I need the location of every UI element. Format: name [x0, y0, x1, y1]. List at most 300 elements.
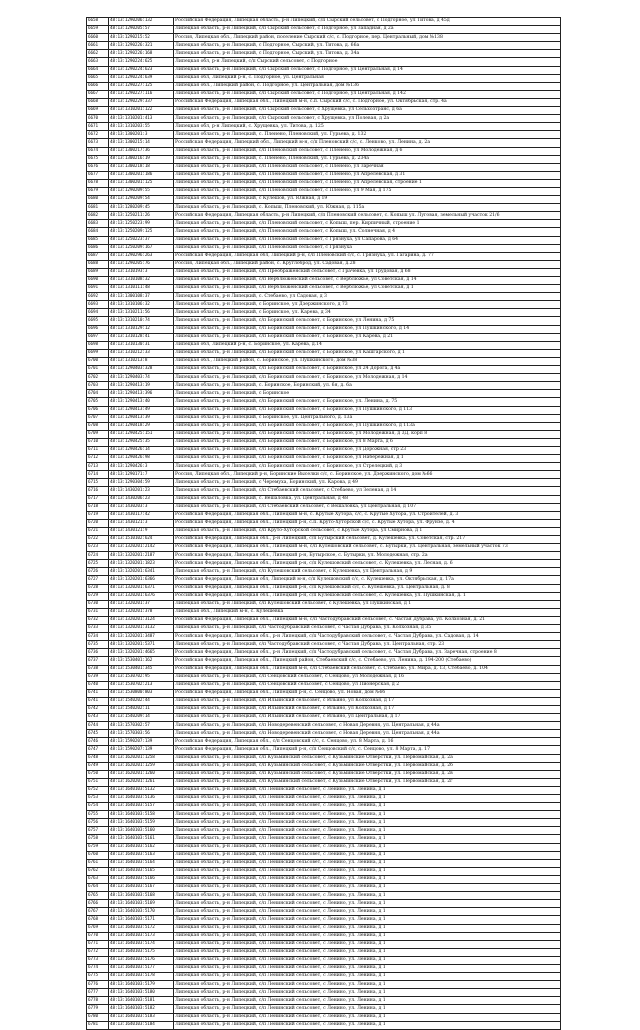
cadastral-number-cell: 48:13:1290209:54: [109, 196, 174, 204]
row-number-cell: 6721: [87, 527, 109, 535]
row-number-cell: 6726: [87, 568, 109, 576]
row-number-cell: 6667: [87, 90, 109, 98]
address-cell: Липецкая область, р-н Липецкий, с/п Сырский сельсовет, с Подгорное, ул Западная, д 2а: [174, 26, 561, 34]
cadastral-number-cell: 48:13:1320201:6341: [109, 568, 174, 576]
address-cell: Липецкая область, р-н Липецкий, с/п Сырский сельсовет, с Подгорное, ул Центральная, д 14: [174, 66, 561, 74]
row-number-cell: 6691: [87, 285, 109, 293]
cadastral-number-cell: 48:13:1320201:37: [109, 600, 174, 608]
table-row: [87, 997, 561, 1005]
address-cell: Липецкая обл., Липецкий район, с. Подгорное, ул. Центральная, дом №136: [174, 82, 561, 90]
address-cell: Липецкая область, р-н Липецкий, с/п Кулешовский сельсовет, с Кулешевка, ул Пушкинская, д 1: [174, 600, 561, 608]
address-cell: Российская Федерация, Липецкая обл, Липецкий м-н, с/п Кулешовский с/с, с. Кулешевка, ул. Октябрьская, д. 17а: [174, 576, 561, 584]
table-row: [87, 147, 561, 155]
address-cell: Липецкая область, р-н Липецкий, с/п Ильинский сельсовет, с Ильино, ул Колхозная, д 17: [174, 705, 561, 713]
table-row: [87, 932, 561, 940]
address-cell: Липецкая область, р-н Липецкий, с/п Ленинский сельсовет, с Ленино, ул. Ленина, д 1: [174, 835, 561, 843]
table-row: [87, 220, 561, 228]
cadastral-number-cell: 48:13:1640103:5160: [109, 827, 174, 835]
address-cell: Липецкая область, р-н Липецкий, с/п Ленинский сельсовет, с Ленино, ул. Ленина, д 1: [174, 924, 561, 932]
address-cell: Липецкая область, р-н Липецкий, с/п Ленинский сельсовет, с Ленино, ул. Ленина, д 1: [174, 884, 561, 892]
cadastral-number-cell: 48:13:1620201:1260: [109, 770, 174, 778]
cadastral-number-cell: 48:13:1640103:5165: [109, 867, 174, 875]
table-row: [87, 859, 561, 867]
row-number-cell: 6675: [87, 155, 109, 163]
row-number-cell: 6693: [87, 301, 109, 309]
table-row: [87, 204, 561, 212]
row-number-cell: 6766: [87, 900, 109, 908]
table-row: [87, 608, 561, 616]
address-cell: Липецкая область, р-н Липецкий, с/п Кузьминский сельсовет, с Кузьминские Отверстки, ул. Первомайская, д. 2б: [174, 762, 561, 770]
address-cell: Российская Федерация, Липецкая обл., Липецкий м-н, с/п Частодубравский сельсовет, с. Частая Дубрава, ул. Колхозная, д. 21: [174, 616, 561, 624]
row-number-cell: 6768: [87, 916, 109, 924]
table-row: [87, 471, 561, 479]
address-cell: Липецкая область, р-н Липецкий, с. Пленено, Пленовский, ул. Гурьева, д. 234а: [174, 155, 561, 163]
row-number-cell: 6671: [87, 123, 109, 131]
row-number-cell: 6735: [87, 641, 109, 649]
table-row: [87, 803, 561, 811]
cadastral-number-cell: 48:13:1640103:5164: [109, 859, 174, 867]
cadastral-number-cell: 48:13:1290304:59: [109, 479, 174, 487]
row-number-cell: 6705: [87, 398, 109, 406]
address-cell: Липецкая область, р-н Липецкий, с Боринское, ул. Карева, д 34: [174, 309, 561, 317]
table-row: [87, 511, 561, 519]
table-row: [87, 1021, 561, 1029]
address-cell: Липецкая область, р-н Липецкий, с/п Частодубравский сельсовет, с Частая Дубрава, ул. Центральная, стр. 23: [174, 641, 561, 649]
table-row: [87, 908, 561, 916]
row-number-cell: 6776: [87, 981, 109, 989]
row-number-cell: 6744: [87, 722, 109, 730]
row-number-cell: 6707: [87, 414, 109, 422]
table-row: [87, 657, 561, 665]
address-cell: Липецкая обл., Липецкий район, с. Боринское, ул. Пушкинского, дом №38: [174, 357, 561, 365]
cadastral-number-cell: 48:13:1530702:95: [109, 673, 174, 681]
table-row: [87, 843, 561, 851]
row-number-cell: 6777: [87, 989, 109, 997]
table-row: [87, 366, 561, 374]
row-number-cell: 6747: [87, 746, 109, 754]
row-number-cell: 6752: [87, 786, 109, 794]
cadastral-number-cell: 48:13:1640103:5136: [109, 795, 174, 803]
address-cell: Липецкая обл, Липецкий р-н, с. Подгорное, ул. Центральная: [174, 74, 561, 82]
table-row: [87, 487, 561, 495]
cadastral-number-cell: 48:13:1250211:26: [109, 212, 174, 220]
table-row: [87, 430, 561, 438]
cadastral-number-cell: 48:13:1640103:5171: [109, 916, 174, 924]
row-number-cell: 6688: [87, 260, 109, 268]
address-cell: Липецкая область, р-н Липецкий, с/п Ильинский сельсовет, с Ильино, ул Центральная, д 17: [174, 714, 561, 722]
cadastral-number-cell: 48:13:1290224:625: [109, 58, 174, 66]
row-number-cell: 6665: [87, 74, 109, 82]
address-cell: Липецкая область, р-н Липецкий, с/п Сырский сельсовет, с Хрущевка, ул Сельхозтранс, д 6а: [174, 107, 561, 115]
row-number-cell: 6780: [87, 1013, 109, 1021]
row-number-cell: 6716: [87, 487, 109, 495]
table-row: [87, 34, 561, 42]
row-number-cell: 6717: [87, 495, 109, 503]
row-number-cell: 6700: [87, 357, 109, 365]
address-cell: Липецкая область, р-н Липецкий, с/п Ленинский сельсовет, с Ленино, ул. Ленина, д 1: [174, 932, 561, 940]
row-number-cell: 6751: [87, 778, 109, 786]
address-cell: Липецкая область, р-н Липецкий, с/п Круто-Хуторской сельсовет, с Крутые Хутора, ул Смирнова, д 1: [174, 527, 561, 535]
address-cell: Липецкая область, р-н Липецкий, с/п Ленинский сельсовет, с Ленино, ул. Ленина, д 1: [174, 1021, 561, 1029]
address-cell: Липецкая область, р-н Липецкий, с Боринское, ул Дзержинского, д 73: [174, 301, 561, 309]
row-number-cell: 6720: [87, 519, 109, 527]
table-row: [87, 422, 561, 430]
address-cell: Липецкая область, р-н Липецкий, с/п Ленинский сельсовет, с Ленино, ул. Ленина, д 1: [174, 948, 561, 956]
table-row: [87, 163, 561, 171]
cadastral-number-cell: 48:13:1640103:5162: [109, 843, 174, 851]
cadastral-number-cell: 48:13:1640103:5176: [109, 956, 174, 964]
cadastral-number-cell: 48:13:1640103:5184: [109, 1021, 174, 1029]
row-number-cell: 6754: [87, 803, 109, 811]
cadastral-number-cell: 48:13:1430121:3: [109, 519, 174, 527]
table-row: [87, 357, 561, 365]
row-number-cell: 6694: [87, 309, 109, 317]
cadastral-number-cell: 48:13:1320201:3132: [109, 625, 174, 633]
cadastral-number-cell: 48:13:1640103:5183: [109, 1013, 174, 1021]
row-number-cell: 6741: [87, 697, 109, 705]
cadastral-number-cell: 48:13:1590207:139: [109, 746, 174, 754]
address-cell: Российская Федерация, Липецкий обл., Липецкий м-н, с/п Пленовский с/с, с. Ленково, ул. Ленина, д. 2а: [174, 139, 561, 147]
cadastral-number-cell: 48:13:1310201:413: [109, 115, 174, 123]
cadastral-number-cell: 48:13:1310108:32: [109, 277, 174, 285]
table-row: [87, 18, 561, 26]
cadastral-number-cell: 48:13:1570302:57: [109, 722, 174, 730]
cadastral-number-cell: 48:13:1570303:56: [109, 730, 174, 738]
row-number-cell: 6758: [87, 835, 109, 843]
row-number-cell: 6658: [87, 18, 109, 26]
cadastral-number-cell: 48:13:1310211:56: [109, 309, 174, 317]
address-cell: Липецкая область, р-н Липецкий, с/п Ленинский сельсовет, с Ленино, ул. Ленина, д 1: [174, 1005, 561, 1013]
row-number-cell: 6750: [87, 770, 109, 778]
cadastral-number-cell: 48:13:1310212:33: [109, 349, 174, 357]
address-cell: Липецкая область, р-н Липецкий, с/п Ленинский сельсовет, с Ленино, ул. Ленина, д 1: [174, 973, 561, 981]
table-row: [87, 66, 561, 74]
row-number-cell: 6746: [87, 738, 109, 746]
table-row: [87, 26, 561, 34]
row-number-cell: 6684: [87, 228, 109, 236]
cadastral-number-cell: 48:13:1250209:125: [109, 228, 174, 236]
table-row: [87, 633, 561, 641]
cadastral-number-cell: 48:13:1290413:39: [109, 414, 174, 422]
row-number-cell: 6772: [87, 948, 109, 956]
table-row: [87, 778, 561, 786]
table-row: [87, 382, 561, 390]
row-number-cell: 6753: [87, 795, 109, 803]
address-cell: Липецкая область, р-н Липецкий, с/п Ленинский сельсовет, с Ленино, ул. Ленина, д 1: [174, 997, 561, 1005]
address-cell: Липецкая область, р-н Липецкий, с/п Кулешовский сельсовет, с Кулешевка, ул Центральная, д 9: [174, 568, 561, 576]
cadastral-number-cell: 48:13:1320201:5371: [109, 641, 174, 649]
row-number-cell: 6692: [87, 293, 109, 301]
table-row: [87, 576, 561, 584]
address-cell: Липецкая область, р-н Липецкий, с. Вешаловка, ул. Центральная, д 48: [174, 495, 561, 503]
cadastral-number-cell: 48:13:1530401:162: [109, 657, 174, 665]
row-number-cell: 6666: [87, 82, 109, 90]
table-row: [87, 82, 561, 90]
table-row: [87, 90, 561, 98]
cadastral-number-cell: 48:13:1640103:5177: [109, 964, 174, 972]
cadastral-number-cell: 48:13:1290205:57: [109, 26, 174, 34]
row-number-cell: 6722: [87, 536, 109, 544]
cadastral-number-cell: 48:13:1310111:48: [109, 285, 174, 293]
row-number-cell: 6687: [87, 252, 109, 260]
cadastral-number-cell: 48:13:1530401:345: [109, 665, 174, 673]
row-number-cell: 6764: [87, 884, 109, 892]
cadastral-number-cell: 48:13:1640103:5159: [109, 819, 174, 827]
address-cell: Липецкая область, р-н Липецкий, с/п Кузьминский сельсовет, с Кузьминские Отверстки, ул. Первомайская, д. 2в: [174, 770, 561, 778]
table-row: [87, 503, 561, 511]
address-cell: Липецкая область, р-н Липецкий, с/п Кузьминский сельсовет, с Кузьминские Отверстки, ул. Первомайская, д. 2а: [174, 754, 561, 762]
cadastral-number-cell: 48:13:1640103:5179: [109, 981, 174, 989]
address-cell: Липецкая область, р-н Липецкий, с/п Пленовский сельсовет, с Копыш, пер. Кирпичный, строение 1: [174, 220, 561, 228]
cadastral-number-cell: 48:13:1640103:5169: [109, 900, 174, 908]
address-cell: Липецкая область, р-н Липецкий, с/п Боринский сельсовет, с Боринское, ул 8 Марта, д 6: [174, 438, 561, 446]
address-cell: Липецкая область, р-н Липецкий, с/п Стебаевский сельсовет, с Вешаловка, ул Центральная, д 107: [174, 503, 561, 511]
address-cell: Липецкая область, р-н Липецкий, с Кулешов, ул. Южная, д 19: [174, 196, 561, 204]
address-cell: Липецкая область, р-н Липецкий, с/п Боринский сельсовет, с Боринское, ул Карева, д 21: [174, 333, 561, 341]
cadastral-number-cell: 48:13:1290403:74: [109, 374, 174, 382]
cadastral-number-cell: 48:13:1640103:5170: [109, 908, 174, 916]
row-number-cell: 6745: [87, 730, 109, 738]
row-number-cell: 6690: [87, 277, 109, 285]
table-row: [87, 139, 561, 147]
address-cell: Липецкая область, р-н Липецкий, с/п Боринский сельсовет, с Боринское, ул 24 Дорога, д 4а: [174, 366, 561, 374]
cadastral-number-cell: 48:13:1300217:36: [109, 147, 174, 155]
address-cell: Липецкая область, р-н Липецкий, с/п Сырский сельсовет, с Хрущевка, ул Полевая, д 2а: [174, 115, 561, 123]
address-cell: Российская Федерация, Липецкая область, р-н Липецкий, с/п Сырский сельсовет, с Подгорное, ул Титова, д 45д: [174, 18, 561, 26]
address-cell: Липецкая область, р-н Липецкий, с/п Новодеревенский сельсовет, с Новая Деревня, ул. Центральная, д 44а: [174, 730, 561, 738]
row-number-cell: 6781: [87, 1021, 109, 1029]
table-row: [87, 277, 561, 285]
cadastral-number-cell: 48:13:1290425:35: [109, 438, 174, 446]
cadastral-number-cell: 48:13:1310128:41: [109, 333, 174, 341]
address-cell: Липецкая область, р-н Липецкий, с/п Сенцовский сельсовет, с Сенцово, ул Молодежная, д 16: [174, 673, 561, 681]
table-row: [87, 519, 561, 527]
row-number-cell: 6761: [87, 859, 109, 867]
address-cell: Липецкая область, р-н Липецкий, с/п Боринский сельсовет, с Боринское, ул Кашгарского, д 1: [174, 349, 561, 357]
address-cell: Липецкая область, р-н Липецкий, с/п Боринский сельсовет, с Боринское, ул Пушкинского, д 113: [174, 406, 561, 414]
address-cell: Российская Федерация, Липецкая обл., Липецкий м-н, с. Крутые Хутора, с/с, с. Крутые Хутора, ул. Строителей, д. 3: [174, 511, 561, 519]
row-number-cell: 6734: [87, 633, 109, 641]
table-row: [87, 867, 561, 875]
row-number-cell: 6749: [87, 762, 109, 770]
cadastral-number-cell: 48:13:1300218:18: [109, 163, 174, 171]
table-row: [87, 390, 561, 398]
address-cell: Российская Федерация, Липецкая обл., Липецкий р-н, с/п Кулешовский с/с, с. Кулешевка, ул. Центральная, д. 8: [174, 584, 561, 592]
row-number-cell: 6732: [87, 616, 109, 624]
row-number-cell: 6685: [87, 236, 109, 244]
address-cell: Липецкая область, р-н Липецкий, с/п Ильинский сельсовет, с Ильино, ул Колхозная, д 17: [174, 697, 561, 705]
cadastral-number-cell: 48:13:1310106:32: [109, 301, 174, 309]
cadastral-number-cell: 48:13:1430201:23: [109, 487, 174, 495]
table-row: [87, 568, 561, 576]
cadastral-number-cell: 48:13:1250209:167: [109, 244, 174, 252]
row-number-cell: 6683: [87, 220, 109, 228]
cadastral-number-cell: 48:13:1620201:1259: [109, 762, 174, 770]
row-number-cell: 6739: [87, 673, 109, 681]
table-row: [87, 536, 561, 544]
table-row: [87, 212, 561, 220]
cadastral-number-cell: 48:13:1640103:5161: [109, 835, 174, 843]
cadastral-number-cell: 48:13:1430206:23: [109, 495, 174, 503]
table-row: [87, 309, 561, 317]
address-cell: Липецкая область, р-н Липецкий, с/п Ленинский сельсовет, с Ленино, ул. Ленина, д 1: [174, 851, 561, 859]
table-row: [87, 795, 561, 803]
address-cell: Липецкая область, р-н Липецкий, с/п Новодеревенский сельсовет, с Новая Деревня, ул. Центральная, д 44а: [174, 722, 561, 730]
cadastral-number-cell: 48:13:1320201:6376: [109, 592, 174, 600]
table-row: [87, 584, 561, 592]
cadastral-number-cell: 48:13:1300216:19: [109, 155, 174, 163]
address-cell: Липецкая область, р-н Липецкий, с/п Ленинский сельсовет, с Ленино, ул. Ленина, д 1: [174, 940, 561, 948]
cadastral-number-cell: 48:13:1310210:74: [109, 317, 174, 325]
row-number-cell: 6773: [87, 956, 109, 964]
address-cell: Липецкая обл, Липецкий р-н, с. Боринское, ул. Карева, д.14: [174, 341, 561, 349]
row-number-cell: 6664: [87, 66, 109, 74]
cadastral-number-cell: 48:13:1590207:139: [109, 738, 174, 746]
address-cell: Липецкая область, р-н Липецкий, с/п Пленовский сельсовет, с Копыш, ул. Солнечная, д 4: [174, 228, 561, 236]
table-row: [87, 641, 561, 649]
cadastral-number-cell: 48:13:1290226:321: [109, 42, 174, 50]
table-row: [87, 697, 561, 705]
row-number-cell: 6703: [87, 382, 109, 390]
row-number-cell: 6679: [87, 187, 109, 195]
table-row: [87, 625, 561, 633]
table-row: [87, 924, 561, 932]
cadastral-number-cell: 48:13:1320201:4665: [109, 649, 174, 657]
table-row: [87, 956, 561, 964]
table-row: [87, 964, 561, 972]
row-number-cell: 6765: [87, 892, 109, 900]
row-number-cell: 6670: [87, 115, 109, 123]
address-cell: Липецкая область, р-н Липецкий, с/п Пленовский сельсовет, с Грязнуха, ул Сапарова, д 64: [174, 236, 561, 244]
row-number-cell: 6778: [87, 997, 109, 1005]
cadastral-number-cell: 48:13:1320201:378: [109, 608, 174, 616]
row-number-cell: 6736: [87, 649, 109, 657]
cadastral-number-cell: 48:13:1300215:14: [109, 139, 174, 147]
cadastral-number-cell: 48:13:1320201:2187: [109, 552, 174, 560]
row-number-cell: 6706: [87, 406, 109, 414]
row-number-cell: 6723: [87, 544, 109, 552]
row-number-cell: 6731: [87, 608, 109, 616]
document-sheet: [86, 17, 560, 1030]
table-row: [87, 187, 561, 195]
address-cell: Российская Федерация, Липецкая обл., Липецкий р-н, с.п. Круто-Хуторской с/с, с. Крутые Хутора, ул. Фрунзе, д. 4: [174, 519, 561, 527]
cadastral-number-cell: 48:13:1290215:52: [109, 34, 174, 42]
cadastral-number-cell: 48:13:1290413:19: [109, 382, 174, 390]
address-cell: Липецкая область, р-н Липецкий, с/п Ленинский сельсовет, с Ленино, ул. Ленина, д 1: [174, 916, 561, 924]
address-cell: Липецкая обл, р-н Липецкий, с. Хрущевка, ул. Титова, д. 125: [174, 123, 561, 131]
address-cell: Липецкая область, р-н Липецкий, с/п Ленинский сельсовет, с Ленино, ул. Ленина, д 1: [174, 964, 561, 972]
address-cell: Липецкая область, р-н Липецкий, с/п Ленинский сельсовет, с Ленино, ул. Ленина, д 1: [174, 900, 561, 908]
address-cell: Российская Федерация, Липецкая обл., р-н Липецкий, с/п Частодубравский сельсовет, с. Частая Дубрава, ул. Заречная, строение 8: [174, 649, 561, 657]
cadastral-number-cell: 48:13:1320201:2142: [109, 544, 174, 552]
address-cell: Российская Федерация, Липецкая обл., Липецкий р-н, с/п Кулешовский сельсовет, с. Кулешевка, ул. Пушкинская, д. 1: [174, 592, 561, 600]
table-row: [87, 268, 561, 276]
cadastral-number-cell: 48:13:1640103:5180: [109, 989, 174, 997]
row-number-cell: 6661: [87, 42, 109, 50]
table-row: [87, 414, 561, 422]
row-number-cell: 6729: [87, 592, 109, 600]
row-number-cell: 6708: [87, 422, 109, 430]
cadastral-number-cell: 48:13:1300201:125: [109, 179, 174, 187]
row-number-cell: 6682: [87, 212, 109, 220]
table-row: [87, 900, 561, 908]
table-row: [87, 398, 561, 406]
cadastral-number-cell: 48:13:1310129:12: [109, 325, 174, 333]
address-cell: Липецкая область, р-н Липецкий, с. Боринское, Боринский, ул. 6я, д. 6а: [174, 382, 561, 390]
row-number-cell: 6733: [87, 625, 109, 633]
row-number-cell: 6740: [87, 681, 109, 689]
address-cell: Липецкая область, р-н Липецкий, с/п Ленинский сельсовет, с Ленино, ул. Ленина, д 1: [174, 811, 561, 819]
table-row: [87, 349, 561, 357]
cadastral-number-cell: 48:13:1430121:9: [109, 527, 174, 535]
address-cell: Липецкая область, р-н Липецкий, с/п Ленинский сельсовет, с Ленино, ул. Ленина, д 1: [174, 867, 561, 875]
table-row: [87, 722, 561, 730]
table-row: [87, 673, 561, 681]
cadastral-number-cell: 48:13:1640103:5132: [109, 786, 174, 794]
table-row: [87, 811, 561, 819]
row-number-cell: 6728: [87, 584, 109, 592]
cadastral-number-cell: 48:13:1540202:11: [109, 705, 174, 713]
row-number-cell: 6741: [87, 689, 109, 697]
address-cell: Россия, Липецкая обл., Липецкий район, с. Круглоброд, ул. Садовая, д.28: [174, 260, 561, 268]
address-cell: Липецкая область, р-н Липецкий, с/п Кузьминский сельсовет, с Кузьминские Отверстки, ул. Первомайская, д. 2г: [174, 778, 561, 786]
row-number-cell: 6699: [87, 349, 109, 357]
address-cell: Российская Федерация, Липецкая обл., Липецкий район, Стебаевский с/с, с. Стебаево, ул. Ленина, д. 194-200 (Стебаево): [174, 657, 561, 665]
table-row: [87, 649, 561, 657]
address-cell: Липецкая область, р-н Липецкий, с Подгорное, Сырский, ул. Титова, д. 66а: [174, 42, 561, 50]
row-number-cell: 6669: [87, 107, 109, 115]
address-cell: Липецкая область, р-н Липецкий, с/п Пленовский сельсовет, с Пленено, ул 9 Мая, д 175: [174, 187, 561, 195]
address-cell: Российская Федерация, Липецкая обл., Липецкий м-н, с/п Кулешовский сельсовет, с. Бутырки, ул. Центральная, земельный участок 73: [174, 544, 561, 552]
address-cell: Липецкая область, р-н Липецкий, с/п Ленинский сельсовет, с Ленино, ул. Ленина, д 1: [174, 1013, 561, 1021]
table-row: [87, 884, 561, 892]
address-cell: Липецкая область, р-н Липецкий, с. Пленено, Пленовский, ул. Гурьева, д. 132: [174, 131, 561, 139]
row-number-cell: 6771: [87, 940, 109, 948]
table-row: [87, 1013, 561, 1021]
cadastral-number-cell: 48:13:1290226:168: [109, 50, 174, 58]
address-cell: Липецкая область, р-н Липецкий, с Подгорное, Сырский, ул. Титова, д. 34а: [174, 50, 561, 58]
cadastral-number-cell: 48:13:1620201:1258: [109, 754, 174, 762]
row-number-cell: 6742: [87, 705, 109, 713]
row-number-cell: 6759: [87, 843, 109, 851]
table-row: [87, 317, 561, 325]
row-number-cell: 6673: [87, 139, 109, 147]
table-row: [87, 301, 561, 309]
table-row: [87, 527, 561, 535]
address-cell: Липецкая область, р-н Липецкий, с/п Ленинский сельсовет, с Ленино, ул. Ленина, д 1: [174, 795, 561, 803]
row-number-cell: 6704: [87, 390, 109, 398]
cadastral-number-cell: 48:13:1640103:5178: [109, 973, 174, 981]
row-number-cell: 6674: [87, 147, 109, 155]
address-cell: Липецкая область, р-н Липецкий, с/п Боринский сельсовет, с Боринское, ул Набережная, д 1: [174, 455, 561, 463]
table-row: [87, 819, 561, 827]
table-row: [87, 446, 561, 454]
row-number-cell: 6756: [87, 819, 109, 827]
table-row: [87, 705, 561, 713]
table-row: [87, 689, 561, 697]
address-cell: Липецкая область, р-н Липецкий, с Черемуха, Боринский, ул. Карова, д 49: [174, 479, 561, 487]
table-row: [87, 495, 561, 503]
row-number-cell: 6725: [87, 560, 109, 568]
address-cell: Липецкая обл, р-н Липецкий, с/п Сырский сельсовет, с Подгорное: [174, 58, 561, 66]
table-row: [87, 155, 561, 163]
cadastral-number-cell: 48:13:1320201:3487: [109, 633, 174, 641]
table-row: [87, 916, 561, 924]
row-number-cell: 6712: [87, 455, 109, 463]
address-cell: Липецкая область, р-н Липецкий, с Боринское: [174, 390, 561, 398]
row-number-cell: 6763: [87, 875, 109, 883]
table-row: [87, 333, 561, 341]
